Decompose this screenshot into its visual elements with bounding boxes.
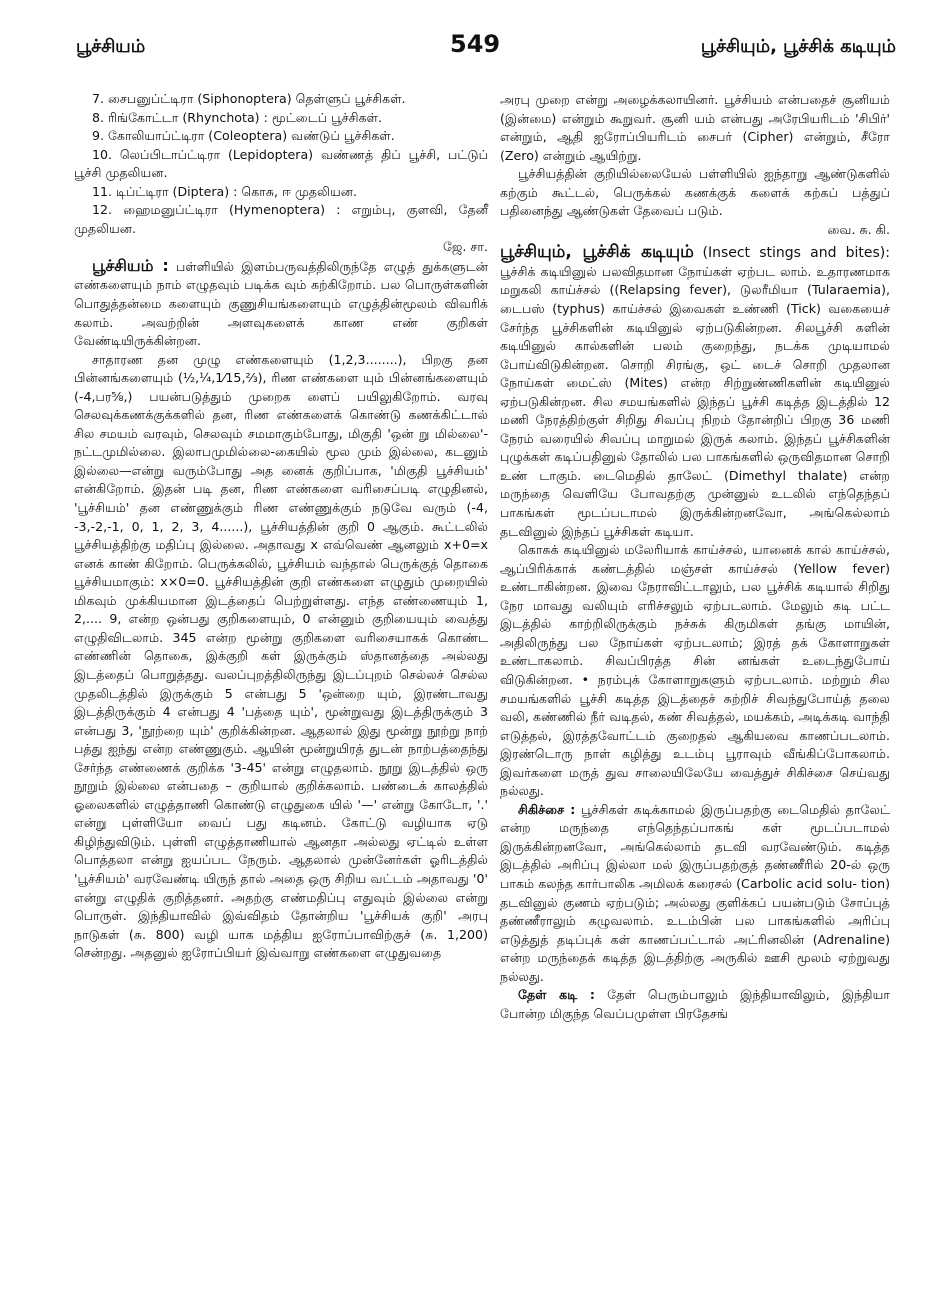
right-column [500,91,890,1023]
paragraph [500,801,890,986]
paragraph-text: தேள் பெரும்பாலும் இந்தியாவிலும், இந்தியா போன்ற மிகுந்த வெப்பமுள்ள பிரதேசங் [500,987,890,1021]
author-signature: வை. சு. கி. [827,221,890,237]
page-number: 549 [450,30,501,58]
paragraph: பூச்சியத்தின் குறியில்லையேல் பள்ளியில் ஐந்தாறு ஆண்டுகளில் கற்கும் கூட்டல், பெருக்கல் கணக்குக் களைக் கற்கப் பத்துப் பதினைந்து ஆண்டுகள் தேவைப் படும். [500,166,890,219]
paragraph: 8. ரிங்கோட்டா (Rhynchota) : மூட்டைப் பூச்சிகள். [92,109,383,125]
paragraph: அரபு முறை என்று அழைக்கலாயினர். பூச்சியம் என்பதைச் சூனியம் (இன்மை) என்றும் கூறுவர். சூனி யம் என்பது அரேபியரிடம் 'சிபிர்' என்றும், ஆதி ஐரோப்பியரிடம் சைபர் (Cipher) என்றும், சீரோ (Zero) என்றும் ஆயிற்று. [500,92,890,163]
header-right-title: பூச்சியும், பூச்சிக் கடியும் [700,36,896,57]
entry-heading-english: (Insect stings and bites): [702,245,890,262]
entry-text: பள்ளியில் இளம்பருவத்திலிருந்தே எழுத் துக்களுடன் எண்களையும் நாம் எழுதவும் படிக்க வும் கற்கிறோம். பல பொருள்களின் பொதுத்தன்மை களையும் குணுசியங்களையும் எழுத்தின்மூலம் விவரிக் கலாம். அவற்றின் அளவுகளைக் காண எண் குறிகள் வேண்டியிருக்கின்றன. [74,258,488,349]
entry-heading: பூச்சியம் : [92,255,169,275]
entry-heading: பூச்சியும், பூச்சிக் கடியும் [500,242,694,263]
paragraph: 12. ஹைமனுப்ட்டிரா (Hymenoptera) : எறும்பு, குளவி, தேனீ முதலியன. [74,202,488,236]
paragraph: 7. சைபனுப்ட்டிரா (Siphonoptera) தெள்ளுப் பூச்சிகள். [92,91,406,106]
header-left-title: பூச்சியம் [76,36,146,57]
author-signature: ஜே. சா. [442,239,488,255]
paragraph-text: பூச்சிகள் கடிக்காமல் இருப்பதற்கு டைமெதில் தாலேட் என்ற மருந்தை எந்தெந்தப்பாகங் கள் மூடப்படாமல் இருக்கின்றனவோ, அங்கெல்லாம் தடவி வரவேண்டும். கடித்த இடத்தில் அரிப்பு இல்லா மல் இருப்பதற்குத் தண்ணீரில் 20-ல் ஒரு பாகம் கலந்த கார்பாலிக அமிலக் கரைசல் (Carbolic acid solu- tion) தடவினுல் குணம் ஏற்படும்; அல்லது குளிக்கப் பயன்படும் சோப்புத் தண்ணீராலும் கழுவலாம். உடம்பின் பல பாகங்களில் அரிப்பு எடுத்துத் தடிப்புக் கள் காணப்பட்டால் அட்ரினலின் (Adrenaline) என்ற மருந்தைக் கடித்த இடத்திற்கு அருகில் ஊசி மூலம் ஏற்றுவது நல்லது. [500,801,890,984]
paragraph: 10. லெப்பிடாப்ட்டிரா (Lepidoptera) வண்ணத் திப் பூச்சி, பட்டுப் பூச்சி முதலியன. [74,146,488,181]
entry-paragraph [74,257,488,351]
paragraph [500,986,890,1023]
entry-text: பூச்சிக் கடியினுல் பலவிதமான நோய்கள் ஏற்பட லாம். உதாரணமாக மறுகலி காய்ச்சல் ((Relapsing fever), டுலரீமியா (Tularaemia), டைபஸ் (typhus) காய்ச்சல் இவைகள் உண்ணி (Tick) வகையைச் சேர்ந்த பூச்சிகளின் கடியினுல் ஏற்படுகின்றன. சிலபூச்சி களின் கடியினுல் கால்களின் பலம் குறைந்து, நடக்க முடியாமல் போய்விடுகின்றன. சொறி சிரங்கு, ஒட் டைச் சொறி முதலான நோய்கள் மைட்ஸ் (Mites) என்ற சிற்றுண்ணிகளின் கடியினுல் ஏற்படுகின்றன. சில சமயங்களில் இந்தப் பூச்சி கடித்த இடத்தில் 12 மணி நேரத்திற்குள் சிறிது சிவப்பு நிறம் தோன்றிப் பிறகு 36 மணி நேரம் வரையில் சிவப்பு மாறுமல் இருக் கலாம். இந்தப் பூச்சிகளின் புழுக்கள் கடிப்பதினுல் தோலில் பல பாகங்களில் ஒருவிதமான சொறி உண் டாகும். டைமெதில் தாலேட் (Dimethyl thalate) என்ற மருந்தை வெளியே போவதற்கு முன்னுல் உடலில் எந்தெந்தப் பாகங்கள் மூடப்படாமல் இருக்கின்றனவோ, அங்கெல்லாம் தடவினுல் இந்தப் பூச்சிகள் கடியா. [500,263,890,539]
subheading: சிகிச்சை : [518,801,576,817]
paragraph: 9. கோலியாப்ட்டிரா (Coleoptera) வண்டுப் பூச்சிகள். [92,128,395,144]
entry-paragraph [500,243,890,541]
paragraph: சாதாரண தன முழு எண்களையும் (1,2,3........), பிறகு தன பின்னங்களையும் (½,¼,1⁄15,⅔), ரிண எண்களை யும் பின்னங்களையும் (-4,பர⅝,) பயன்படுத்தும் முறைக ளைப் பயிலுகிறோம். வரவு செலவுக்கணக்குக்களில் தன, ரிண எண்களைக் கொண்டு கணக்கிட்டால் சில சமயம் வரவும், செலவும் சமமாகும்போது, மிகுதி 'ஒன் று மில்லை'-நட்டமுமில்லை. இலாபமுமில்லை-கையில் மூல மும் இல்லை, கடனும் இல்லை—என்று வரும்போது அத னைக் குறிப்பாக, 'மிகுதி பூச்சியம்' என்கிறோம். இதன் படி தன, ரிண எண்களை வரிசைப்படி எழுதினல், 'பூச்சியம்' தன எண்ணுக்கும் ரிண எண்ணுக்கும் நடுவே வரும் (-4, -3,-2,-1, 0, 1, 2, 3, 4......), பூச்சியத்தின் குறி 0 ஆகும். கூட்டலில் பூச்சியத்திற்கு மதிப்பு இல்லை. அதாவது x எவ்வெண் ஆனலும் x+0=x எனக் காண் கிறோம். பெருக்கலில், பூச்சியம் வந்தால் பெருக்குத் தொகை பூச்சியமாகும்: x×0=0. பூச்சியத்தின் குறி எண்களை எழுதும் முறையில் மிகவும் முக்கியமான இடத்தைப் பெற்றுள்ளது. எந்த எண்ணையும் 1, 2,.... 9, என்ற ஒன்பது குறிகளையும், 0 என்னும் குறியையும் வைத்து எழுதிவிடலாம். 345 என்ற மூன்று குறிகளை வரிசையாகக் கொண்ட எண்ணின் தொகை, இக்குறி கள் இருக்கும் ஸ்தானத்தை அல்லது இடத்தைப் பொறுத்தது. வலப்புறத்திலிருந்து இடப்புறம் செல்லச் செல்ல முதலிடத்தில் இருக்கும் 5 என்பது 5 'ஒன்றை யும், இரண்டாவது இடத்திருக்கும் 4 என்பது 4 'பத்தை யும்', மூன்றுவது இடத்திருக்கும் 3 என்பது 3, 'நூற்றை யும்' குறிக்கின்றன. ஆதலால் இது மூன்று நூற்று நாற் பத்து ஐந்து என்ற எண்ணுகும். ஆயின் மூன்றுயிரத் துடன் நாற்பத்தைந்து சேர்ந்த எண்ணைக் குறிக்க '3-45' என்று எழுதலாம். நூறு இடத்தில் ஒரு நூறும் இல்லை என்பதை – குறியால் குறிக்கலாம். பண்டைக் காலத்தில் ஓலைகளில் எழுத்தாணி கொண்டு எழுதுகை யில் '—' என்று கோடோ, '.' என்று புள்ளியோ வைப் பது கடினம். கோட்டு வழியாக ஏடு கிழிந்துவிடும். புள்ளி எழுத்தாணியால் ஆனதா அல்லது ஏட்டில் உள்ள பொத்தலா என்று ஐயப்பட நேரும். ஆதலால் முன்னேர்கள் ஓரிடத்தில் 'பூச்சியம்' வரவேண்டி யிருந் தால் அதை ஒரு சிறிய வட்டம் அதாவது '0' என்று எழுதிக் குறித்தனர். அதற்கு எண்மதிப்பு எதுவும் இல்லை என்று பொருள். இந்தியாவில் இவ்விதம் தோன்றிய 'பூச்சியக் குறி' அரபு நாடுகள் (சு. 800) வழி யாக மத்திய ஐரோப்பாவிற்குச் (சு. 1,200) சென்றது. அதனுல் ஐரோப்பியர் இவ்வாறு எண்களை எழுதுவதை [74,351,488,961]
paragraph: 11. டிப்ட்டிரா (Diptera) : கொசு, ஈ முதலியன. [92,183,357,199]
page-header [0,30,948,64]
paragraph: கொசுக் கடியினுல் மலேரியாக் காய்ச்சல், யானைக் கால் காய்ச்சல், ஆப்பிரிக்காக் கண்டத்தில் மஞ்சள் காய்ச்சல் (Yellow fever) உண்டாகின்றன. இவை நேராவிட்டாலும், பல பூச்சிக் கடியால் சிறிது நேர மாவது வலியும் எரிச்சலும் ஏற்படலாம். மேலும் கடி பட்ட இடத்தில் காற்றிலிருக்கும் நச்சுக் கிருமிகள் தங்கு மாயின், அதிலிருந்து பல நோய்கள் ஏற்படலாம்; இரத் தக் கோளாறுகள் உண்டாகலாம். சிவப்பிரத்த சின் னங்கள் உடைந்துபோய் விடுகின்றன. • நரம்புக் கோளாறுகளும் ஏற்படலாம். மற்றும் சில சமயங்களில் பூச்சி கடித்த இடத்தைச் சுற்றிச் சிவந்துபோய்த் தலை வலி, கண்ணில் நீர் வடிதல், கண் சிவத்தல், மயக்கம், அடிக்கடி வாந்தி எடுத்தல், இரத்தவோட்டம் குறைதல் ஆகியவை காணப்படலாம். இரண்டொரு நாள் கழித்து உடம்பு பூராவும் வீங்கிப்போகலாம். இவர்களை மருத் துவ சாலையிலேயே வைத்துச் சிகிச்சை செய்வது நல்லது. [500,542,890,799]
left-column [74,90,488,963]
subheading: தேள் கடி : [518,987,595,1003]
